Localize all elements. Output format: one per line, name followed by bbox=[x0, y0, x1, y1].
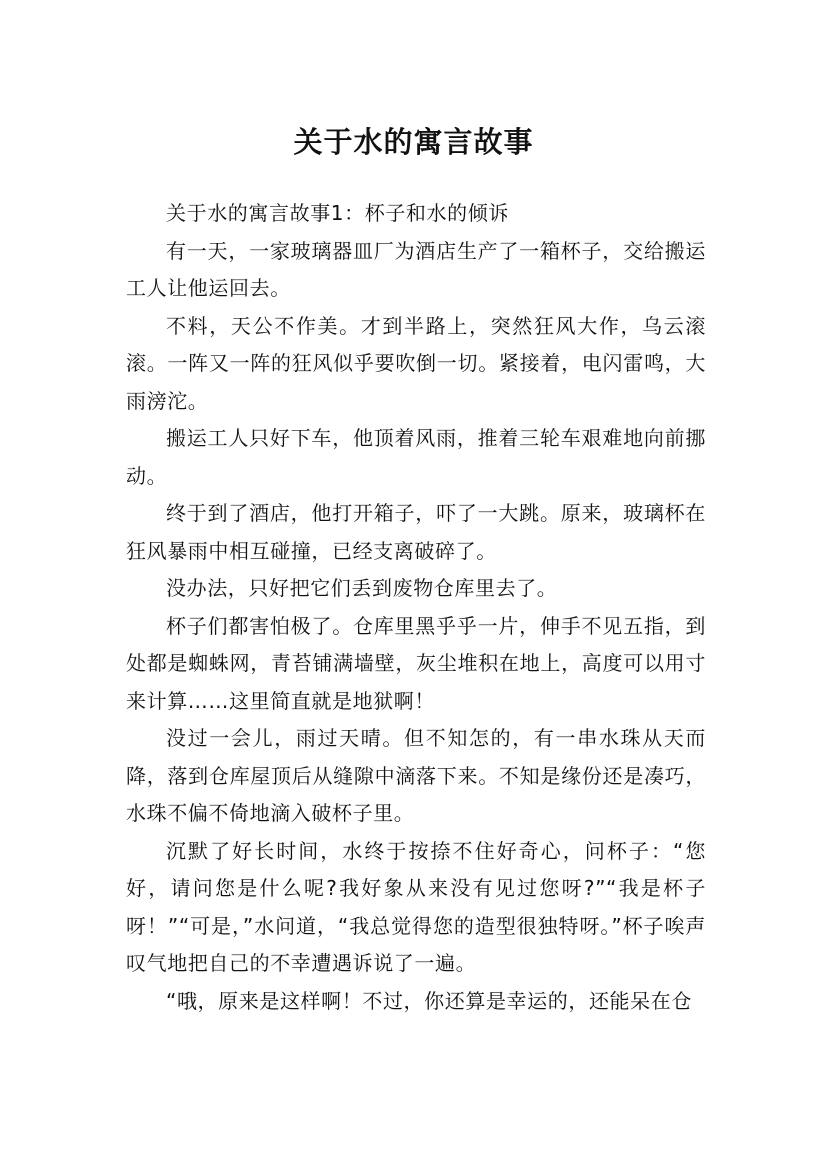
paragraph: “哦，原来是这样啊！不过，你还算是幸运的，还能呆在仓 bbox=[166, 988, 692, 1013]
paragraph: 没办法，只好把它们丢到废物仓库里去了。 bbox=[166, 576, 558, 600]
page-title: 关于水的寓言故事 bbox=[293, 125, 534, 160]
paragraph: 没过一会儿，雨过天晴。但不知怎的，有一串水珠从天而降，落到仓库屋顶后从缝隙中滴落下来。不知是缘份还是凑巧，水珠不偏不倚地滴入破杯子里。 bbox=[126, 726, 706, 825]
paragraph: 沉默了好长时间，水终于按捺不住好奇心，问杯子：“您好，请问您是什么呢?我好象从来没有见过您呀?”“我是杯子呀！”“可是，”水问道，“我总觉得您的造型很独特呀。”杯子唉声叹气地把自己的不幸遭遇诉说了一遍。 bbox=[126, 838, 706, 975]
paragraph: 有一天，一家玻璃器皿厂为酒店生产了一箱杯子，交给搬运工人让他运回去。 bbox=[126, 238, 706, 300]
paragraph: 不料，天公不作美。才到半路上，突然狂风大作，乌云滚滚。一阵又一阵的狂风似乎要吹倒一切。紧接着，电闪雷鸣，大雨滂沱。 bbox=[126, 313, 706, 413]
paragraph: 终于到了酒店，他打开箱子，吓了一大跳。原来，玻璃杯在狂风暴雨中相互碰撞，已经支离破碎了。 bbox=[126, 501, 706, 563]
story-subtitle: 关于水的寓言故事1：杯子和水的倾诉 bbox=[166, 201, 509, 225]
paragraph: 搬运工人只好下车，他顶着风雨，推着三轮车艰难地向前挪动。 bbox=[126, 426, 706, 488]
paragraph: 杯子们都害怕极了。仓库里黑乎乎一片，伸手不见五指，到处都是蜘蛛网，青苔铺满墙壁，灰尘堆积在地上，高度可以用寸来计算……这里简直就是地狱啊！ bbox=[126, 613, 706, 713]
article-body bbox=[126, 195, 706, 1020]
